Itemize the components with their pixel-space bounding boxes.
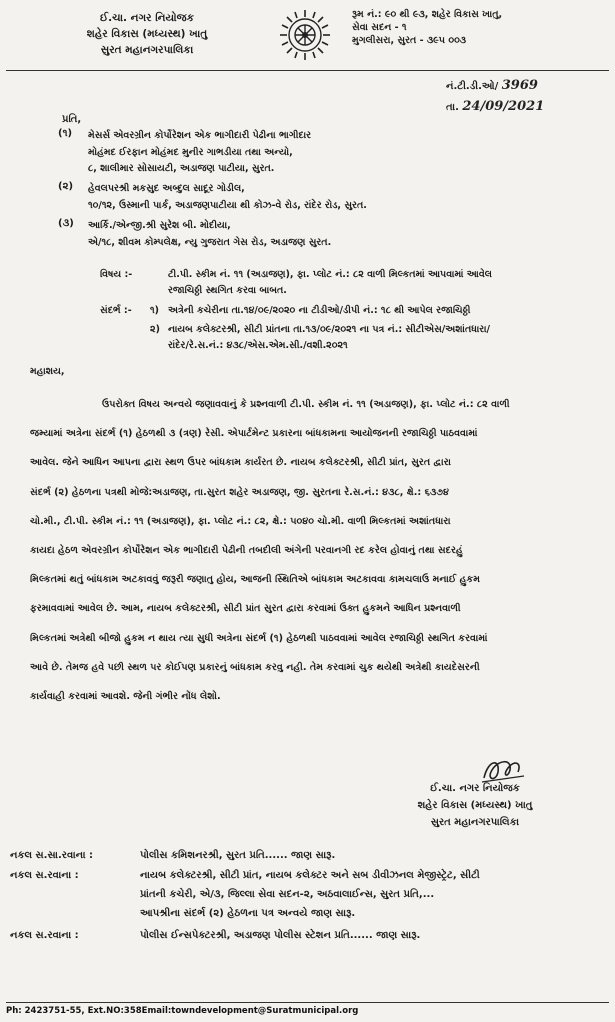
body-line: ઉપરોક્ત વિષય અન્વયે જણાવવાનું કે પ્રશ્નવાળી ટી.પી. સ્કીમ નં. ૧૧ (અડાજણ), ફા. પ્લોટ નં.: ૮૨ વાળી [102,399,510,410]
ref-number: 3969 [501,78,538,93]
body-line: સંદર્ભ (૨) હેઠળના પત્રથી મોજે:અડાજણ, તા.સુરત શહેર અડાજણ, જી. સુરતના રે.સ.નં.: ૪૩૮, ક્ષે.: ૬૩૭૪ [30,486,449,498]
copy-line: આપશ્રીના સંદર્ભ (૨) હેઠળના પત્ર અન્વયે જાણ સારૂ. [140,908,356,919]
reference-label: સંદર્ભ :- [100,305,132,316]
body-line: મિલ્કતમાં અત્રેથી બીજો હુકમ ન થાય ત્યા સુધી અત્રેના સંદર્ભ (૧) હેઠળથી પાઠવવામાં આવેલ રજાચિઠ્ઠી સ્થગિત કરવામાં [30,632,488,644]
header-address-line: રૂમ નં.: ૯૦ થી ૯૩, શહેર વિકાસ ખાતુ, [352,9,503,20]
reference-line: નાયબ કલેક્ટરશ્રી, સીટી પ્રાંતના તા.૧૩/૦૯/૨૦૨૧ ના પત્ર નં.: સીટીએસ/અશાંતધારા/ [168,324,490,335]
header-office-line: શહેર વિકાસ (મધ્યસ્થ) ખાતુ [86,28,208,40]
header-address-line: સેવા સદન - ૧ [352,22,407,33]
address-line: હેવલપરશ્રી મકસુદ અબ્દુલ સાદૂર ગોડીલ, [88,183,245,194]
header-address-line: મુગલીસરા, સુરત - ૩૯૫ ૦૦૩ [352,35,467,46]
signature-line: સુરત મહાનગરપાલિકા [430,817,520,828]
copy-label: નકલ સ.રવાના : [10,870,79,881]
header-office-line: સુરત મહાનગરપાલિકા [100,44,194,56]
reference-text [168,322,490,354]
address-line: ૧૦/૧૨, ઉસ્માની પાર્ક, અડાજણપાટીયા થી કોઝ-વે રોડ, રાંદેર રોડ, સુરત. [88,199,367,211]
subject-line: ટી.પી. સ્કીમ નં. ૧૧ (અડાજણ), ફા. પ્લોટ નં.: ૮૨ વાળી મિલ્કતમાં આપવામાં આવેલ [168,269,492,280]
recipient-address [88,218,331,251]
recipient-number: (૩) [58,218,74,229]
copy-line: નાયબ કલેક્ટરશ્રી, સીટી પ્રાંત, નાયબ કલેક્ટર અને સબ ડીવીઝનલ મેજીસ્ટ્રેટ, સીટી [140,870,480,881]
header-address-block [352,8,502,47]
footer-contact: Ph: 2423751-55, Ext.NO:358Email:towndevelopment@Suratmunicipal.org [6,1006,359,1016]
reference-text: અત્રેની કચેરીના તા.૧૪/૦૯/૨૦૨૦ ના ટીડીઓ/ડીપી નં.: ૧૮ થી આપેલ રજાચિઠ્ઠી [168,305,471,316]
body-line: કાર્યવાહી કરવામાં આવશે. જેની ગંભીર નોંધ લેશો. [30,691,221,703]
prati-label: પ્રતિ, [62,114,82,125]
copy-text: પોલીસ ઈન્સપેક્ટરશ્રી, અડાજણ પોલીસ સ્ટેશન પ્રતિ...... જાણ સારૂ. [140,930,421,941]
ref-label: નં.ટી.ડી.ઓ/ [446,81,499,92]
reference-number: ૨) [150,324,160,335]
date-value: 24/09/2021 [462,99,545,114]
signature-line: શહેર વિકાસ (મધ્યસ્થ) ખાતુ [417,800,533,811]
address-line: એ/૧૮, શીવમ કોમ્પલેક્ષ, ન્યુ ગુજરાત ગેસ રોડ, અડાજણ સુરત. [88,236,332,248]
body-line: ચો.મી., ટી.પી. સ્કીમ નં.: ૧૧ (અડાજણ), ફા. પ્લોટ નં.: ૮૨, ક્ષે.: ૫૦૪૦ ચો.મી. વાળી મિલ્કતમાં અશાંતધારા [30,515,451,527]
signature-block [400,780,550,831]
recipient-number: (૨) [58,181,74,192]
smc-logo-icon [274,6,336,64]
salutation: મહાશય, [30,366,65,377]
date-label: તા. [446,102,459,113]
copy-label: નકલ સ.સા.રવાના : [10,850,94,861]
recipient-address [88,128,311,178]
copy-text: પોલીસ કમિશનરશ્રી, સુરત પ્રતિ...... જાણ સારૂ. [140,850,336,861]
header-office-block [62,10,232,58]
header-office-line: ઈ.ચા. નગર નિયોજક [99,12,195,24]
body-line: મિલ્કતમાં થતું બાંધકામ અટકાવવું જરૂરી જણાતુ હોય, આજની સ્થિતિએ બાંધકામ અટકાવવા કામચલાઉ મનાઈ હુકમ [30,574,480,586]
header-divider [6,70,609,71]
body-line: ફરમાવવામાં આવેલ છે. આમ, નાયબ કલેક્ટરશ્રી, સીટી પ્રાંત સુરત દ્વારા કરવામાં ઉક્ત હુકમને આધિન પ્રશ્નવાળી [30,603,461,615]
footer-divider [6,1002,609,1003]
copy-text [140,866,480,923]
recipient-number: (૧) [58,128,73,139]
reference-block [446,76,544,118]
signature-line: ઈ.ચા. નગર નિયોજક [430,783,520,794]
subject-line: રજાચિઠ્ઠી સ્થગિત કરવા બાબત. [168,285,287,296]
reference-number: ૧) [150,305,159,316]
copy-line: પ્રાંતની કચેરી, એ/૩, જિલ્લા સેવા સદન-૨, અઠવાલાઈન્સ, સુરત પ્રતિ,... [140,889,435,900]
address-line: ૮, શાલીમાર સોસાયટી, અડાજણ પાટીયા, સુરત. [88,163,275,174]
body-line: આવેલ. જેને આધિન આપના દ્વારા સ્થળ ઉપર બાંધકામ કાર્યરત છે. નાયબ કલેક્ટરશ્રી, સીટી પ્રાંત, સુરત દ્વારા [30,457,452,469]
address-line: મેસર્સ એવરગ્રીન કોર્પોરેશન એક ભાગીદારી પેઢીના ભાગીદાર [88,130,312,141]
body-line: જમ્યામાં અત્રેના સંદર્ભ (૧) હેઠળથી ૩ (ત્રણ) રેસી. એપાર્ટમેન્ટ પ્રકારના બાંધકામના આયોજનની રજાચિઠ્ઠી પાઠવવામાં [30,428,478,440]
copy-label: નકલ સ.રવાના : [10,930,79,941]
recipient-address [88,181,367,214]
reference-line: રાંદેર/રે.સ.નં.: ૪૩૮/એસ.એમ.સી./વશી.૨૦૨૧ [168,340,348,351]
subject-label: વિષય :- [100,269,133,280]
address-line: મોહંમદ ઈરફાન મોહંમદ મુનીર ગાભડીયા તથા અન્યો, [88,146,293,158]
subject-text [168,267,492,299]
letter-body [30,390,590,711]
body-line: આવે છે. તેમજ હવે પછી સ્થળ પર કોઈપણ પ્રકારનું બાંધકામ કરવુ નહી. તેમ કરવામાં ચુક થયેથી અત્રેથી કાયદેસરની [30,661,480,673]
address-line: આર્કિ./એન્જી.શ્રી સુરેશ બી. મોદીયા, [88,220,231,231]
body-line: કાયદા હેઠળ એવરગ્રીન કોર્પોરેશન એક ભાગીદારી પેઢીની તબદીલી અંગેની પરવાનગી રદ કરેલ હોવાનું તથા સદરહું [30,545,463,557]
